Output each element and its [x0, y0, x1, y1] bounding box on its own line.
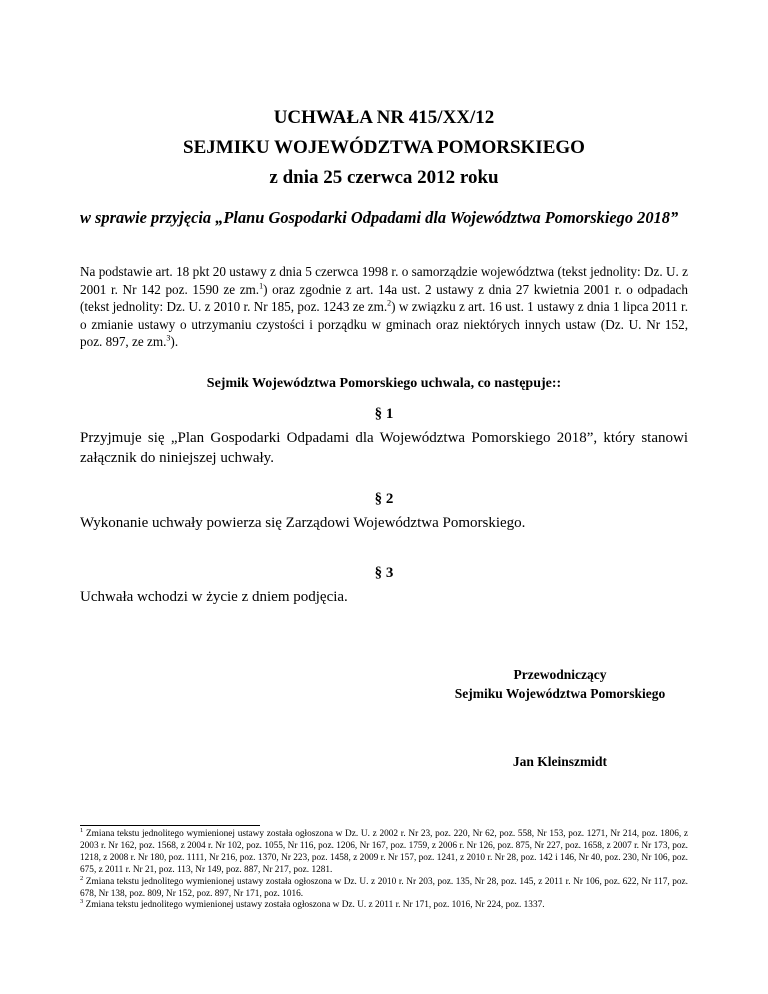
- section-heading-3: § 3: [374, 565, 394, 581]
- footnote-2: [80, 874, 689, 901]
- footnotes: [80, 826, 689, 912]
- section-heading-2: § 2: [374, 491, 394, 507]
- signatory-role: Przewodniczący: [513, 667, 607, 682]
- section-text-2: Wykonanie uchwały powierza się Zarządowi Województwa Pomorskiego.: [80, 515, 526, 531]
- footnote-text: Zmiana tekstu jednolitego wymienionej ustawy została ogłoszona w Dz. U. z 2011 r. Nr 171, poz. 1016, Nr 224, poz. 1337.: [85, 900, 545, 911]
- resolves-heading: Sejmik Województwa Pomorskiego uchwala, co następuje::: [206, 376, 562, 391]
- section-heading-1: § 1: [374, 406, 394, 422]
- legal-basis-text: ) w związku z art. 16 ust. 1 ustawy z dnia 1 lipca 2011 r. o zmianie ustawy o utrzymaniu czystości i porządku w gminach oraz niektórych innych ustaw (Dz. U. Nr 152, poz. 897, ze zm.: [80, 299, 688, 349]
- footnote-ref-2: 2: [387, 298, 392, 308]
- footnote-ref-3: 3: [166, 333, 171, 343]
- resolution-subject: w sprawie przyjęcia „Planu Gospodarki Odpadami dla Województwa Pomorskiego 2018”: [80, 208, 679, 227]
- signatory-body: Sejmiku Województwa Pomorskiego: [454, 686, 666, 701]
- legal-basis-text: ) oraz zgodnie z art. 14a ust. 2 ustawy z dnia 27 kwietnia 2001 r. o odpadach (tekst jednolity: Dz. U. z 2010 r. Nr 185, poz. 1243 ze zm.: [80, 281, 688, 314]
- footnote-number: 1: [80, 826, 84, 834]
- footnote-number: 2: [80, 874, 84, 882]
- section-text-1: Przyjmuje się „Plan Gospodarki Odpadami dla Województwa Pomorskiego 2018”, który stanowi załącznik do niniejszej uchwały.: [80, 430, 688, 466]
- issuing-body: SEJMIKU WOJEWÓDZTWA POMORSKIEGO: [183, 137, 585, 158]
- footnote-separator: [80, 825, 260, 826]
- footnote-text: Zmiana tekstu jednolitego wymienionej ustawy została ogłoszona w Dz. U. z 2010 r. Nr 203, poz. 135, Nr 28, poz. 145, z 2011 r. Nr 106, poz. 622, Nr 117, poz. 678, Nr 138, poz. 809, Nr 152, poz. 897, Nr 171, poz. 1016.: [80, 876, 689, 899]
- signatory-name: Jan Kleinszmidt: [512, 754, 608, 769]
- footnote-number: 3: [80, 898, 84, 906]
- footnote-text: Zmiana tekstu jednolitego wymienionej ustawy została ogłoszona w Dz. U. z 2002 r. Nr 23, poz. 220, Nr 62, poz. 558, Nr 153, poz. 1271, Nr 214, poz. 1806, z 2003 r. Nr 162, poz. 1568, z 2004 r. Nr 102, poz. 1055, Nr 116, poz. 1206, Nr 167, poz. 1759, z 2006 r. Nr 126, poz. 875, Nr 227, poz. 1658, z 2007 r. Nr 173, poz. 1218, z 2008 r. Nr 180, poz. 1111, Nr 216, poz. 1370, Nr 223, poz. 1458, z 2009 r. Nr 157, poz. 1241, z 2010 r. Nr 28, poz. 142 i 146, Nr 40, poz. 230, Nr 106, poz. 675, z 2011 r. Nr 21, poz. 113, Nr 149, poz. 887, Nr 217, poz. 1281.: [80, 829, 688, 875]
- resolution-number: UCHWAŁA NR 415/XX/12: [273, 107, 495, 128]
- legal-basis-text: ).: [170, 334, 179, 349]
- footnote-1: [80, 826, 688, 877]
- section-text-3: Uchwała wchodzi w życie z dniem podjęcia.: [80, 589, 348, 605]
- footnote-3: [80, 900, 688, 912]
- resolution-date: z dnia 25 czerwca 2012 roku: [269, 167, 499, 188]
- legal-basis-text: Na podstawie art. 18 pkt 20 ustawy z dnia 5 czerwca 1998 r. o samorządzie województwa (tekst jednolity: Dz. U. z 2001 r. Nr 142 poz. 1590 ze zm.: [80, 264, 688, 297]
- footnote-ref-1: 1: [259, 281, 264, 291]
- legal-basis-paragraph: [80, 263, 688, 351]
